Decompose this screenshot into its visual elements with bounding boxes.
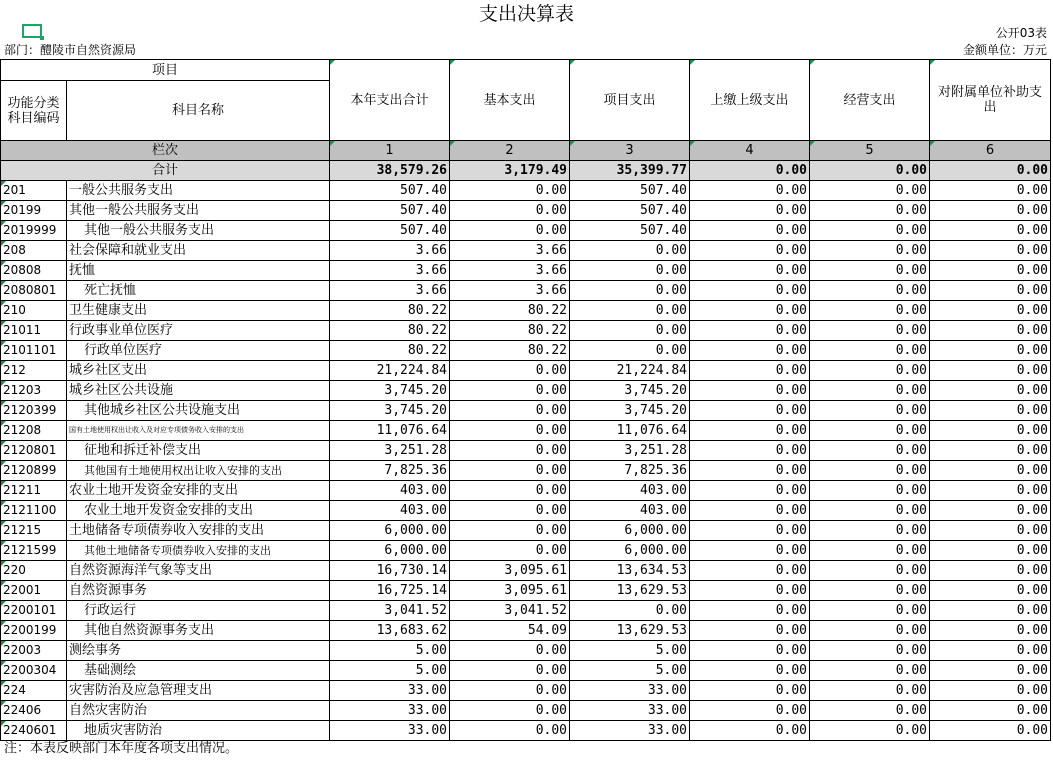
row-value-2[interactable]: 0.00 (450, 361, 570, 381)
header-business[interactable]: 经营支出 (810, 60, 930, 141)
table-row[interactable] (1, 641, 1051, 661)
row-value-5[interactable]: 0.00 (810, 341, 930, 361)
row-value-2[interactable]: 80.22 (450, 301, 570, 321)
row-value-6[interactable]: 0.00 (930, 401, 1051, 421)
expenditure-table (0, 59, 1051, 741)
row-code[interactable]: 224 (1, 681, 67, 701)
table-row[interactable] (1, 321, 1051, 341)
row-value-2[interactable]: 3,095.61 (450, 561, 570, 581)
row-value-3[interactable]: 0.00 (570, 341, 690, 361)
row-value-6[interactable]: 0.00 (930, 341, 1051, 361)
row-value-2[interactable]: 3,041.52 (450, 601, 570, 621)
row-code[interactable]: 2101101 (1, 341, 67, 361)
row-value-3[interactable]: 0.00 (570, 301, 690, 321)
row-code[interactable]: 201 (1, 181, 67, 201)
row-value-6[interactable]: 0.00 (930, 221, 1051, 241)
row-code[interactable]: 2019999 (1, 221, 67, 241)
row-value-4[interactable]: 0.00 (690, 561, 810, 581)
table-row[interactable] (1, 481, 1051, 501)
row-value-1[interactable]: 33.00 (330, 681, 450, 701)
row-name[interactable]: 其他自然资源事务支出 (67, 621, 330, 641)
page-title: 支出决算表 (478, 3, 574, 25)
row-value-1[interactable]: 507.40 (330, 201, 450, 221)
row-name[interactable]: 其他一般公共服务支出 (67, 221, 330, 241)
table-row[interactable] (1, 661, 1051, 681)
row-value-4[interactable]: 0.00 (690, 601, 810, 621)
table-row[interactable] (1, 681, 1051, 701)
table-row[interactable] (1, 381, 1051, 401)
row-value-3[interactable]: 13,629.53 (570, 621, 690, 641)
row-code[interactable]: 22003 (1, 641, 67, 661)
row-value-5[interactable]: 0.00 (810, 261, 930, 281)
row-value-1[interactable]: 80.22 (330, 341, 450, 361)
row-value-5[interactable]: 0.00 (810, 221, 930, 241)
row-code[interactable]: 210 (1, 301, 67, 321)
row-value-3[interactable]: 33.00 (570, 721, 690, 741)
row-name[interactable]: 其他城乡社区公共设施支出 (67, 401, 330, 421)
amount-unit-label: 金额单位：万元 (962, 43, 1047, 57)
table-row[interactable] (1, 241, 1051, 261)
row-value-3[interactable]: 33.00 (570, 701, 690, 721)
row-name[interactable]: 国有土地使用权出让收入及对应专项债务收入安排的支出 (67, 421, 330, 441)
row-value-4[interactable]: 0.00 (690, 261, 810, 281)
row-code[interactable]: 21215 (1, 521, 67, 541)
row-value-1[interactable]: 403.00 (330, 481, 450, 501)
row-value-3[interactable]: 6,000.00 (570, 541, 690, 561)
row-value-4[interactable]: 0.00 (690, 721, 810, 741)
row-value-6[interactable]: 0.00 (930, 421, 1051, 441)
row-value-3[interactable]: 11,076.64 (570, 421, 690, 441)
row-value-1[interactable]: 33.00 (330, 721, 450, 741)
row-value-3[interactable]: 5.00 (570, 661, 690, 681)
row-value-1[interactable]: 3,041.52 (330, 601, 450, 621)
header-item[interactable]: 项目 (1, 60, 330, 81)
row-value-6[interactable]: 0.00 (930, 361, 1051, 381)
row-value-6[interactable]: 0.00 (930, 501, 1051, 521)
row-value-2[interactable]: 0.00 (450, 381, 570, 401)
row-value-2[interactable]: 3.66 (450, 241, 570, 261)
row-value-4[interactable]: 0.00 (690, 321, 810, 341)
header-upper[interactable]: 上缴上级支出 (690, 60, 810, 141)
row-value-2[interactable]: 0.00 (450, 501, 570, 521)
row-name[interactable]: 自然灾害防治 (67, 701, 330, 721)
row-value-3[interactable]: 13,629.53 (570, 581, 690, 601)
column-index-6[interactable]: 6 (930, 141, 1051, 161)
total-value-4[interactable]: 0.00 (690, 161, 810, 181)
row-value-5[interactable]: 0.00 (810, 401, 930, 421)
row-value-4[interactable]: 0.00 (690, 401, 810, 421)
row-code[interactable]: 2200199 (1, 621, 67, 641)
row-value-5[interactable]: 0.00 (810, 521, 930, 541)
row-value-5[interactable]: 0.00 (810, 461, 930, 481)
header-name[interactable]: 科目名称 (67, 81, 330, 141)
row-value-2[interactable]: 0.00 (450, 421, 570, 441)
row-name[interactable]: 其他土地储备专项债券收入安排的支出 (67, 541, 330, 561)
row-value-2[interactable]: 0.00 (450, 441, 570, 461)
row-value-1[interactable]: 7,825.36 (330, 461, 450, 481)
row-value-1[interactable]: 80.22 (330, 321, 450, 341)
header-total[interactable]: 本年支出合计 (330, 60, 450, 141)
row-value-4[interactable]: 0.00 (690, 681, 810, 701)
table-row[interactable] (1, 361, 1051, 381)
row-value-6[interactable]: 0.00 (930, 561, 1051, 581)
row-value-3[interactable]: 507.40 (570, 181, 690, 201)
row-code[interactable]: 22406 (1, 701, 67, 721)
row-value-3[interactable]: 3,745.20 (570, 401, 690, 421)
row-value-6[interactable]: 0.00 (930, 701, 1051, 721)
row-value-3[interactable]: 0.00 (570, 601, 690, 621)
row-value-5[interactable]: 0.00 (810, 381, 930, 401)
row-code[interactable]: 21203 (1, 381, 67, 401)
row-value-2[interactable]: 0.00 (450, 481, 570, 501)
row-value-6[interactable]: 0.00 (930, 541, 1051, 561)
row-code[interactable]: 21211 (1, 481, 67, 501)
row-value-3[interactable]: 21,224.84 (570, 361, 690, 381)
row-value-1[interactable]: 3.66 (330, 281, 450, 301)
row-value-5[interactable]: 0.00 (810, 201, 930, 221)
row-value-6[interactable]: 0.00 (930, 381, 1051, 401)
row-value-4[interactable]: 0.00 (690, 421, 810, 441)
row-value-2[interactable]: 0.00 (450, 401, 570, 421)
table-row[interactable] (1, 541, 1051, 561)
row-value-6[interactable]: 0.00 (930, 301, 1051, 321)
row-value-6[interactable]: 0.00 (930, 461, 1051, 481)
row-name[interactable]: 农业土地开发资金安排的支出 (67, 481, 330, 501)
row-value-6[interactable]: 0.00 (930, 721, 1051, 741)
row-value-5[interactable]: 0.00 (810, 301, 930, 321)
row-value-5[interactable]: 0.00 (810, 501, 930, 521)
selected-cell-cursor[interactable] (22, 24, 42, 38)
row-value-1[interactable]: 6,000.00 (330, 541, 450, 561)
table-row[interactable] (1, 561, 1051, 581)
row-value-4[interactable]: 0.00 (690, 241, 810, 261)
row-name[interactable]: 自然资源事务 (67, 581, 330, 601)
row-value-6[interactable]: 0.00 (930, 661, 1051, 681)
row-value-2[interactable]: 0.00 (450, 661, 570, 681)
row-value-6[interactable]: 0.00 (930, 181, 1051, 201)
table-row[interactable] (1, 421, 1051, 441)
row-value-5[interactable]: 0.00 (810, 641, 930, 661)
column-index-label[interactable]: 栏次 (1, 141, 330, 161)
column-index-5[interactable]: 5 (810, 141, 930, 161)
row-value-5[interactable]: 0.00 (810, 601, 930, 621)
row-value-5[interactable]: 0.00 (810, 361, 930, 381)
table-row[interactable] (1, 281, 1051, 301)
row-value-3[interactable]: 403.00 (570, 501, 690, 521)
row-value-1[interactable]: 21,224.84 (330, 361, 450, 381)
row-value-4[interactable]: 0.00 (690, 361, 810, 381)
row-value-2[interactable]: 0.00 (450, 461, 570, 481)
row-value-2[interactable]: 3,095.61 (450, 581, 570, 601)
row-value-2[interactable]: 80.22 (450, 341, 570, 361)
total-value-1[interactable]: 38,579.26 (330, 161, 450, 181)
row-value-6[interactable]: 0.00 (930, 281, 1051, 301)
header-code[interactable]: 功能分类科目编码 (1, 81, 67, 141)
header-basic[interactable]: 基本支出 (450, 60, 570, 141)
row-value-1[interactable]: 507.40 (330, 181, 450, 201)
row-name[interactable]: 地质灾害防治 (67, 721, 330, 741)
row-name[interactable]: 自然资源海洋气象等支出 (67, 561, 330, 581)
row-value-6[interactable]: 0.00 (930, 581, 1051, 601)
total-value-2[interactable]: 3,179.49 (450, 161, 570, 181)
row-value-2[interactable]: 0.00 (450, 541, 570, 561)
table-row[interactable] (1, 461, 1051, 481)
row-value-3[interactable]: 7,825.36 (570, 461, 690, 481)
row-value-1[interactable]: 507.40 (330, 221, 450, 241)
row-value-3[interactable]: 0.00 (570, 261, 690, 281)
row-value-3[interactable]: 403.00 (570, 481, 690, 501)
row-value-3[interactable]: 0.00 (570, 281, 690, 301)
row-name[interactable]: 农业土地开发资金安排的支出 (67, 501, 330, 521)
column-index-1[interactable]: 1 (330, 141, 450, 161)
row-value-3[interactable]: 507.40 (570, 201, 690, 221)
row-value-6[interactable]: 0.00 (930, 681, 1051, 701)
row-code[interactable]: 2240601 (1, 721, 67, 741)
row-value-2[interactable]: 3.66 (450, 281, 570, 301)
row-code[interactable]: 2121100 (1, 501, 67, 521)
row-value-3[interactable]: 0.00 (570, 321, 690, 341)
row-name[interactable]: 其他一般公共服务支出 (67, 201, 330, 221)
row-value-6[interactable]: 0.00 (930, 241, 1051, 261)
row-value-5[interactable]: 0.00 (810, 721, 930, 741)
row-name[interactable]: 社会保障和就业支出 (67, 241, 330, 261)
table-row[interactable] (1, 261, 1051, 281)
form-code: 公开03表 (995, 26, 1047, 40)
row-value-1[interactable]: 80.22 (330, 301, 450, 321)
table-row[interactable] (1, 201, 1051, 221)
row-value-1[interactable]: 5.00 (330, 641, 450, 661)
total-label[interactable]: 合计 (1, 161, 330, 181)
row-value-1[interactable]: 3.66 (330, 241, 450, 261)
row-value-4[interactable]: 0.00 (690, 481, 810, 501)
table-row[interactable] (1, 181, 1051, 201)
row-value-1[interactable]: 3.66 (330, 261, 450, 281)
row-value-4[interactable]: 0.00 (690, 701, 810, 721)
row-name[interactable]: 行政单位医疗 (67, 341, 330, 361)
row-code[interactable]: 21208 (1, 421, 67, 441)
row-value-3[interactable]: 3,745.20 (570, 381, 690, 401)
row-value-6[interactable]: 0.00 (930, 321, 1051, 341)
row-value-3[interactable]: 6,000.00 (570, 521, 690, 541)
row-value-5[interactable]: 0.00 (810, 561, 930, 581)
row-value-1[interactable]: 6,000.00 (330, 521, 450, 541)
column-index-3[interactable]: 3 (570, 141, 690, 161)
header-subsidy[interactable]: 对附属单位补助支出 (930, 60, 1051, 141)
row-name[interactable]: 基础测绘 (67, 661, 330, 681)
row-code[interactable]: 20808 (1, 261, 67, 281)
row-name[interactable]: 卫生健康支出 (67, 301, 330, 321)
row-value-5[interactable]: 0.00 (810, 701, 930, 721)
row-value-6[interactable]: 0.00 (930, 201, 1051, 221)
table-row[interactable] (1, 621, 1051, 641)
table-row[interactable] (1, 401, 1051, 421)
table-row[interactable] (1, 581, 1051, 601)
row-value-6[interactable]: 0.00 (930, 601, 1051, 621)
row-code[interactable]: 21011 (1, 321, 67, 341)
row-value-4[interactable]: 0.00 (690, 381, 810, 401)
row-code[interactable]: 20199 (1, 201, 67, 221)
row-value-4[interactable]: 0.00 (690, 461, 810, 481)
row-value-1[interactable]: 3,745.20 (330, 381, 450, 401)
row-value-1[interactable]: 3,251.28 (330, 441, 450, 461)
row-value-2[interactable]: 54.09 (450, 621, 570, 641)
row-value-1[interactable]: 403.00 (330, 501, 450, 521)
row-value-2[interactable]: 80.22 (450, 321, 570, 341)
row-code[interactable]: 2080801 (1, 281, 67, 301)
row-value-4[interactable]: 0.00 (690, 501, 810, 521)
row-value-2[interactable]: 0.00 (450, 201, 570, 221)
row-name[interactable]: 城乡社区支出 (67, 361, 330, 381)
row-value-2[interactable]: 0.00 (450, 641, 570, 661)
row-value-2[interactable]: 0.00 (450, 701, 570, 721)
row-value-5[interactable]: 0.00 (810, 581, 930, 601)
row-value-6[interactable]: 0.00 (930, 641, 1051, 661)
row-value-2[interactable]: 0.00 (450, 221, 570, 241)
row-value-1[interactable]: 16,725.14 (330, 581, 450, 601)
row-code[interactable]: 2121599 (1, 541, 67, 561)
row-value-4[interactable]: 0.00 (690, 661, 810, 681)
row-value-5[interactable]: 0.00 (810, 541, 930, 561)
row-code[interactable]: 2120399 (1, 401, 67, 421)
row-value-5[interactable]: 0.00 (810, 681, 930, 701)
row-value-2[interactable]: 3.66 (450, 261, 570, 281)
table-row[interactable] (1, 521, 1051, 541)
row-value-4[interactable]: 0.00 (690, 541, 810, 561)
row-value-4[interactable]: 0.00 (690, 281, 810, 301)
row-value-5[interactable]: 0.00 (810, 661, 930, 681)
row-value-4[interactable]: 0.00 (690, 521, 810, 541)
row-value-2[interactable]: 0.00 (450, 521, 570, 541)
row-name[interactable]: 行政事业单位医疗 (67, 321, 330, 341)
row-value-1[interactable]: 33.00 (330, 701, 450, 721)
table-row[interactable] (1, 441, 1051, 461)
row-name[interactable]: 其他国有土地使用权出让收入安排的支出 (67, 461, 330, 481)
row-value-1[interactable]: 5.00 (330, 661, 450, 681)
row-value-3[interactable]: 3,251.28 (570, 441, 690, 461)
header-project[interactable]: 项目支出 (570, 60, 690, 141)
row-value-6[interactable]: 0.00 (930, 481, 1051, 501)
row-code[interactable]: 2120801 (1, 441, 67, 461)
row-value-3[interactable]: 0.00 (570, 241, 690, 261)
table-row[interactable] (1, 701, 1051, 721)
row-value-2[interactable]: 0.00 (450, 681, 570, 701)
row-code[interactable]: 212 (1, 361, 67, 381)
row-name[interactable]: 土地储备专项债券收入安排的支出 (67, 521, 330, 541)
row-name[interactable]: 行政运行 (67, 601, 330, 621)
row-value-4[interactable]: 0.00 (690, 181, 810, 201)
row-value-4[interactable]: 0.00 (690, 201, 810, 221)
row-value-5[interactable]: 0.00 (810, 321, 930, 341)
row-name[interactable]: 灾害防治及应急管理支出 (67, 681, 330, 701)
row-value-5[interactable]: 0.00 (810, 621, 930, 641)
row-value-1[interactable]: 3,745.20 (330, 401, 450, 421)
row-value-4[interactable]: 0.00 (690, 581, 810, 601)
row-value-2[interactable]: 0.00 (450, 721, 570, 741)
row-value-3[interactable]: 5.00 (570, 641, 690, 661)
row-value-5[interactable]: 0.00 (810, 281, 930, 301)
row-code[interactable]: 2200101 (1, 601, 67, 621)
row-value-1[interactable]: 16,730.14 (330, 561, 450, 581)
row-value-2[interactable]: 0.00 (450, 181, 570, 201)
row-value-5[interactable]: 0.00 (810, 481, 930, 501)
row-value-5[interactable]: 0.00 (810, 421, 930, 441)
row-value-4[interactable]: 0.00 (690, 641, 810, 661)
table-row[interactable] (1, 721, 1051, 741)
table-row[interactable] (1, 301, 1051, 321)
table-row[interactable] (1, 341, 1051, 361)
table-row[interactable] (1, 501, 1051, 521)
row-value-4[interactable]: 0.00 (690, 301, 810, 321)
department-label: 部门：醴陵市自然资源局 (4, 43, 137, 57)
row-value-6[interactable]: 0.00 (930, 621, 1051, 641)
column-index-2[interactable]: 2 (450, 141, 570, 161)
row-value-4[interactable]: 0.00 (690, 441, 810, 461)
row-value-3[interactable]: 507.40 (570, 221, 690, 241)
row-name[interactable]: 征地和拆迁补偿支出 (67, 441, 330, 461)
row-value-4[interactable]: 0.00 (690, 341, 810, 361)
row-value-3[interactable]: 13,634.53 (570, 561, 690, 581)
total-value-5[interactable]: 0.00 (810, 161, 930, 181)
row-code[interactable]: 220 (1, 561, 67, 581)
column-index-4[interactable]: 4 (690, 141, 810, 161)
row-code[interactable]: 22001 (1, 581, 67, 601)
row-code[interactable]: 2120899 (1, 461, 67, 481)
row-value-4[interactable]: 0.00 (690, 621, 810, 641)
row-code[interactable]: 208 (1, 241, 67, 261)
row-name[interactable]: 城乡社区公共设施 (67, 381, 330, 401)
row-name[interactable]: 一般公共服务支出 (67, 181, 330, 201)
row-value-6[interactable]: 0.00 (930, 261, 1051, 281)
row-value-5[interactable]: 0.00 (810, 181, 930, 201)
footnote: 注：本表反映部门本年度各项支出情况。 (4, 741, 239, 756)
total-value-3[interactable]: 35,399.77 (570, 161, 690, 181)
row-name[interactable]: 测绘事务 (67, 641, 330, 661)
row-code[interactable]: 2200304 (1, 661, 67, 681)
row-value-5[interactable]: 0.00 (810, 241, 930, 261)
table-row[interactable] (1, 221, 1051, 241)
row-value-5[interactable]: 0.00 (810, 441, 930, 461)
row-value-1[interactable]: 11,076.64 (330, 421, 450, 441)
row-name[interactable]: 抚恤 (67, 261, 330, 281)
row-value-6[interactable]: 0.00 (930, 441, 1051, 461)
row-value-3[interactable]: 33.00 (570, 681, 690, 701)
total-value-6[interactable]: 0.00 (930, 161, 1051, 181)
row-value-4[interactable]: 0.00 (690, 221, 810, 241)
row-value-1[interactable]: 13,683.62 (330, 621, 450, 641)
row-name[interactable]: 死亡抚恤 (67, 281, 330, 301)
row-value-6[interactable]: 0.00 (930, 521, 1051, 541)
table-row[interactable] (1, 601, 1051, 621)
